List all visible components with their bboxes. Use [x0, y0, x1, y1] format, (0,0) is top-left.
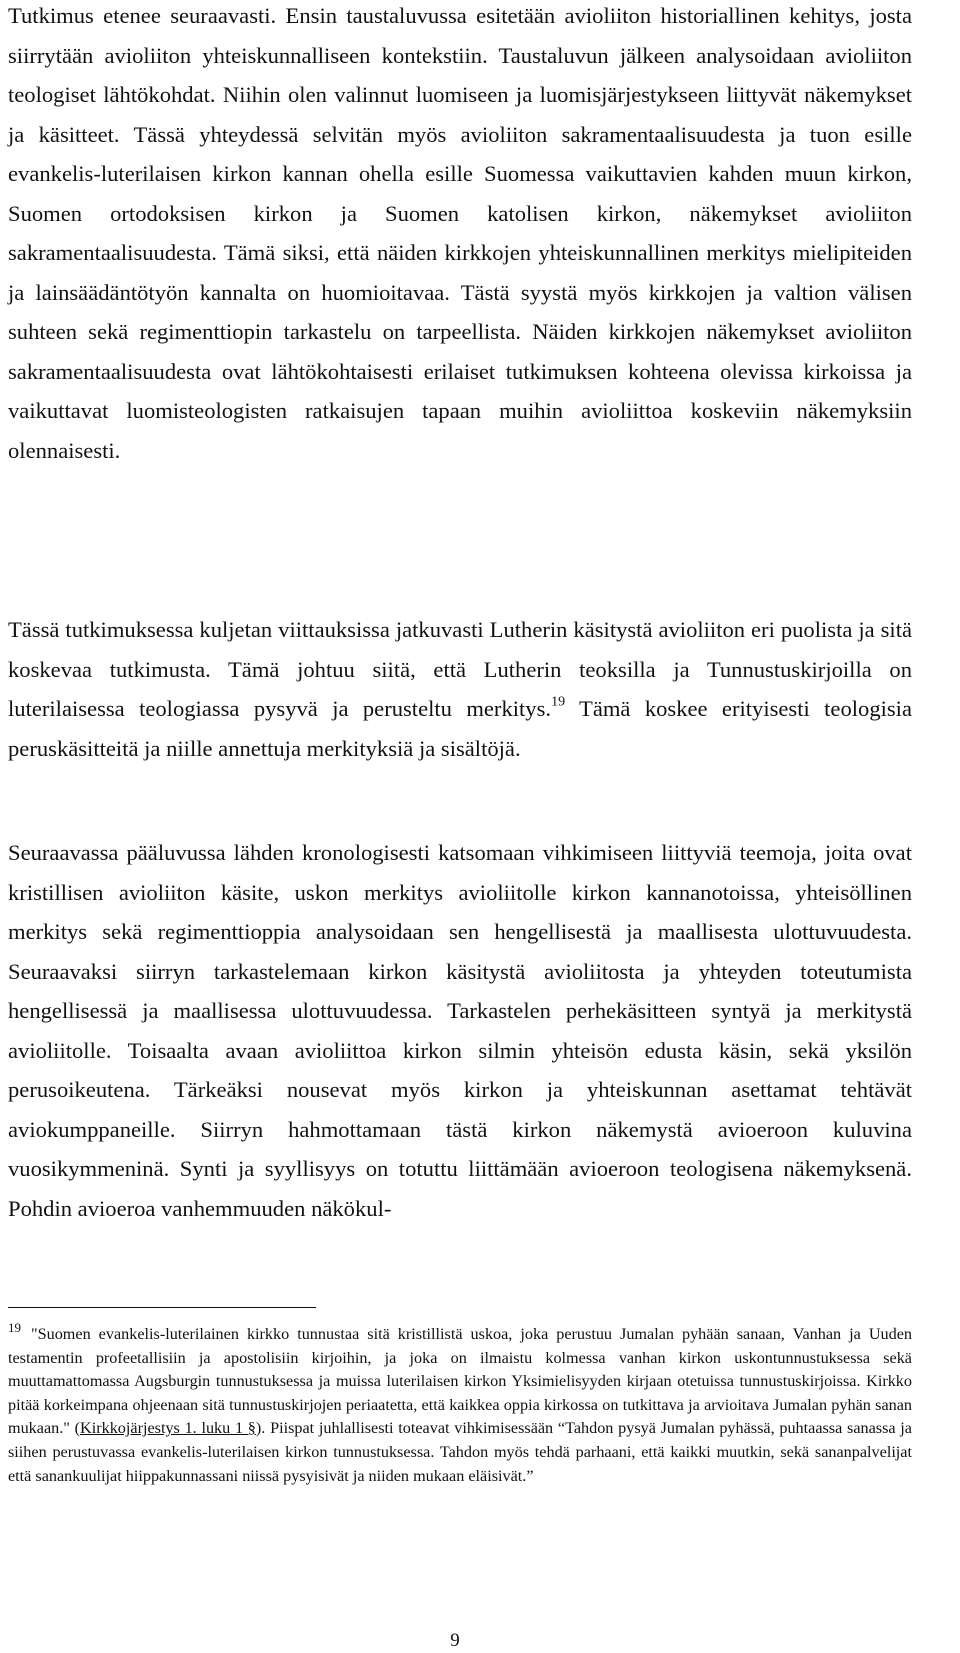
footnote-text: ). Piispat juhlallisesti toteavat vihkimisessään “Tahdon pysyä Jumalan pyhässä, puhtaassa sanassa ja siihen perustuvassa evankelis-luterilaisen kirkon tunnustuksessa. Tahdon myös tehdä parhaani, että kaikki muutkin, sekä sananpalvelijat että sanankuulijat hiippakunnassani niissä pysyisivät ja niiden mukaan eläisivät.” — [8, 1419, 912, 1485]
footnote-text: "Suomen evankelis-luterilainen kirkko tunnustaa sitä kristillistä uskoa, joka perustuu Jumalan pyhään sanaan, Vanhan ja Uuden testamentin profeetallisiin ja apostolisiin kirjoihin, ja joka on ilmaistu kolmessa vanhan kirkon uskontunnustuksessa sekä muuttamattomassa Augsburgin tunnustuksessa ja muissa luterilaisen kirkon Yksimielisyyden kirjaan otetuissa tunnustuskirjoissa. Kirkko pitää korkeimpana ohjeenaan sitä tunnustuskirjojen periaatetta, että kaikkea oppia kirkossa on tutkittava ja arvioitava Jumalan pyhän sanan mukaan." ( — [8, 1325, 912, 1438]
body-paragraph: Tutkimus etenee seuraavasti. Ensin taustaluvussa esitetään avioliiton historiallinen kehitys, josta siirrytään avioliiton yhteiskunnalliseen kontekstiin. Taustaluvun jälkeen analysoidaan avioliiton teologiset lähtökohdat. Niihin olen valinnut luomiseen ja luomisjärjestykseen liittyvät näkemykset ja käsitteet. Tässä yhteydessä selvitän myös avioliiton sakramentaalisuudesta ja tuon esille evankelis-luterilaisen kirkon kannan ohella esille Suomessa vaikuttavien kahden muun kirkon, Suomen ortodoksisen kirkon ja Suomen katolisen kirkon, näkemykset avioliiton sakramentaalisuudesta. Tämä siksi, että näiden kirkkojen yhteiskunnallinen merkitys mielipiteiden ja lainsäädäntötyön kannalta on huomioitavaa. Tästä syystä myös kirkkojen ja valtion välisen suhteen sekä regimenttiopin tarkastelu on tarpeellista. Näiden kirkkojen näkemykset avioliiton sakramentaalisuudesta ovat lähtökohtaisesti erilaiset tutkimuksen kohteena olevissa kirkoissa ja vaikuttavat luomisteologisten ratkaisujen tapaan muihin avioliittoa koskeviin näkemyksiin olennaisesti. — [8, 3, 912, 463]
body-paragraph: Seuraavassa pääluvussa lähden kronologisesti katsomaan vihkimiseen liittyviä teemoja, joita ovat kristillisen avioliiton käsite, uskon merkitys avioliitolle kirkon kannanotoissa, yhteisöllinen merkitys sekä regimenttioppia analysoidaan sen hengellisestä ja maallisesta ulottuvuudesta. Seuraavaksi siirryn tarkastelemaan kirkon käsitystä avioliitosta ja yhteyden toteutumista hengellisessä ja maallisessa ulottuvuudessa. Tarkastelen perhekäsitteen syntyä ja merkitystä avioliitolle. Toisaalta avaan avioliittoa kirkon silmin yhteisön edusta käsin, sekä yksilön perusoikeutena. Tärkeäksi nousevat myös kirkon ja yhteiskunnan asettamat tehtävät aviokumppaneille. Siirryn hahmottamaan tästä kirkon näkemystä avioeroon kuluvina vuosikymmeninä. Synti ja syyllisyys on totuttu liittämään avioeroon teologisena näkemyksenä. Pohdin avioeroa vanhemmuuden näkökul- — [8, 840, 912, 1221]
body-paragraph — [8, 610, 912, 768]
footnote-separator — [8, 1307, 316, 1308]
page-number: 9 — [450, 1630, 460, 1651]
footnote-number: 19 — [8, 1319, 21, 1335]
paragraph-text: Tämä koskee erityisesti teologisia peruskäsitteitä ja niille annettuja merkityksiä ja sisältöjä. — [8, 696, 912, 761]
paragraph-text: Tässä tutkimuksessa kuljetan viittauksissa jatkuvasti Lutherin käsitystä avioliiton eri puolista ja sitä koskevaa tutkimusta. Tämä johtuu siitä, että Lutherin teoksilla ja Tunnustuskirjoilla on luterilaisessa teologiassa pysyvä ja perusteltu merkitys. — [8, 617, 912, 721]
footnote — [8, 1319, 912, 1488]
footnote-link[interactable]: Kirkkojärjestys 1. luku 1 § — [80, 1419, 256, 1438]
footnote-reference[interactable]: 19 — [551, 694, 566, 710]
